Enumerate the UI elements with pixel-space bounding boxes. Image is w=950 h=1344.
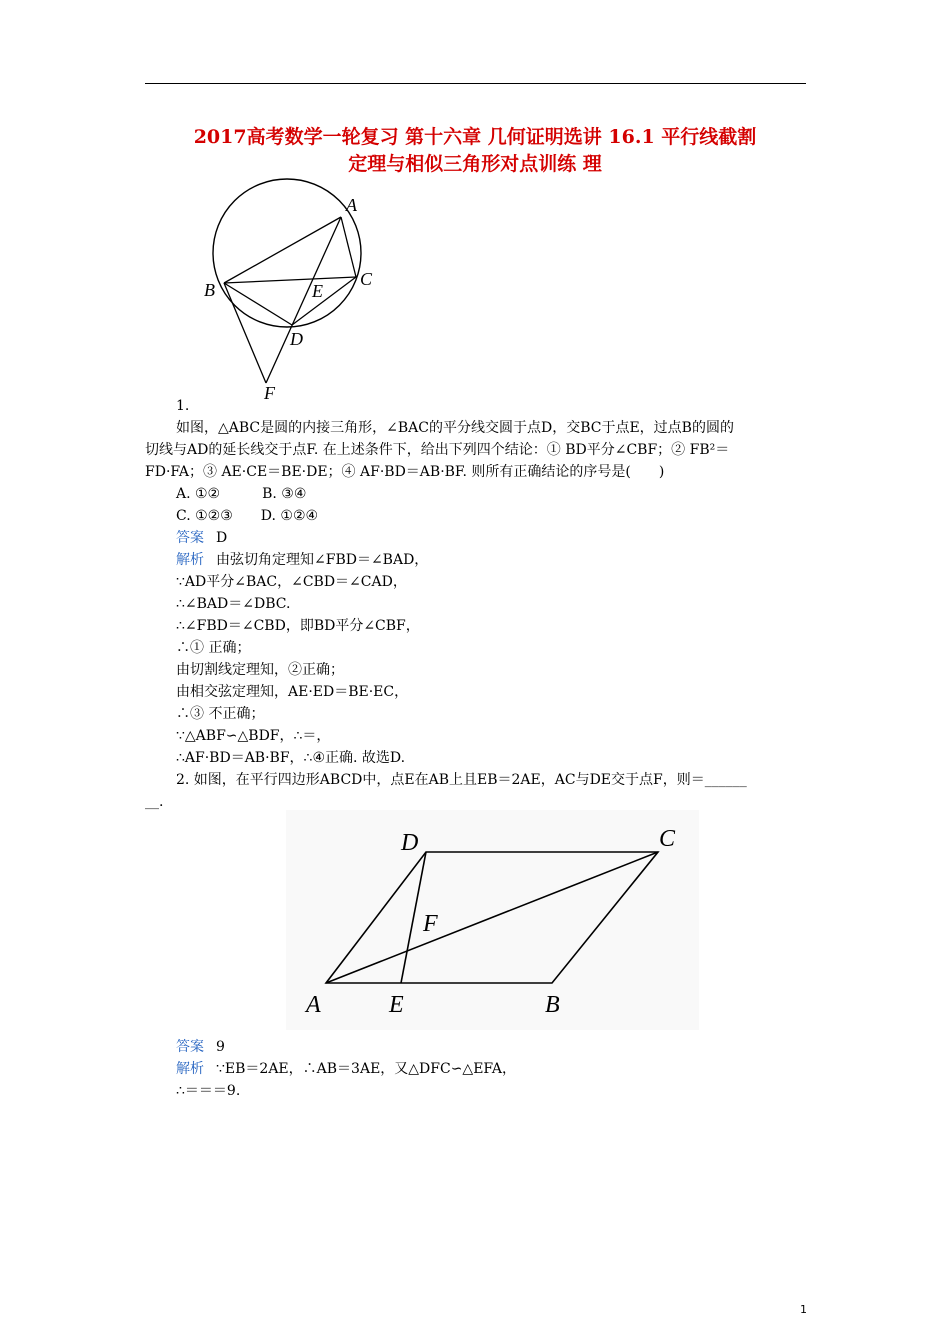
analysis-line: 由相交弦定理知，AE·ED＝BE·EC， — [176, 684, 409, 700]
analysis-label: 解析 — [176, 552, 204, 568]
label-B: B — [545, 992, 560, 1018]
problem1-answer — [176, 527, 227, 549]
analysis-label: 解析 — [176, 1061, 204, 1077]
answer-label: 答案 — [176, 1039, 204, 1055]
page-number: 1 — [800, 1303, 807, 1316]
segment-AC — [341, 217, 356, 277]
figure-circle-triangle — [196, 175, 388, 405]
problem1-text-line3: FD·FA；③ AE·CE＝BE·DE；④ AF·BD＝AB·BF. 则所有正确结论的序号是( ) — [145, 464, 665, 480]
label-D: D — [401, 830, 419, 856]
segment-BF — [224, 283, 266, 383]
problem2-text-line1: 2. 如图，在平行四边形ABCD中，点E在AB上且EB＝2AE，AC与DE交于点F，则＝______ — [176, 772, 747, 788]
problem1-options-line1: A. ①② B. ③④ — [176, 486, 307, 502]
analysis-line: ∵△ABF∽△BDF，∴＝， — [176, 728, 331, 744]
label-F: F — [264, 383, 275, 403]
label-A: A — [306, 992, 321, 1018]
answer-value: 9 — [216, 1039, 225, 1055]
problem2-answer — [176, 1036, 225, 1058]
answer-label: 答案 — [176, 530, 204, 546]
problem2-text-line2: __. — [145, 794, 164, 810]
circle — [213, 179, 361, 327]
analysis-line: ∴AF·BD＝AB·BF，∴④正确. 故选D. — [176, 750, 406, 766]
label-E: E — [312, 281, 323, 301]
segment-BC — [224, 277, 356, 283]
label-D: D — [290, 329, 303, 349]
analysis-line: 由切割线定理知，②正确； — [176, 662, 344, 678]
analysis-line: ∴＝＝＝9. — [176, 1083, 241, 1099]
doc-title-line2: 定理与相似三角形对点训练 理 — [348, 153, 602, 175]
problem1-text-line2: 切线与AD的延长线交于点F. 在上述条件下，给出下列四个结论：① BD平分∠CBF；② FB²＝ — [145, 442, 730, 458]
segment-AF — [266, 217, 341, 383]
analysis-line: ∴∠FBD＝∠CBD，即BD平分∠CBF， — [176, 618, 420, 634]
label-C: C — [659, 826, 676, 852]
answer-value: D — [216, 530, 228, 546]
problem1-text-line1: 如图，△ABC是圆的内接三角形，∠BAC的平分线交圆于点D，交BC于点E，过点B的圆的 — [176, 420, 734, 436]
label-B: B — [204, 280, 215, 300]
problem1-options-line2: C. ①②③ D. ①②④ — [176, 508, 319, 524]
problem1-number: 1. — [176, 398, 190, 414]
problem1-analysis-first — [176, 549, 428, 571]
segment-AB — [224, 217, 341, 283]
figure-parallelogram — [286, 810, 699, 1030]
label-C: C — [360, 269, 373, 289]
doc-title-line1: 2017高考数学一轮复习 第十六章 几何证明选讲 16.1 平行线截割 — [193, 126, 757, 148]
analysis-line: ∴③ 不正确； — [176, 706, 265, 722]
header-rule — [145, 83, 806, 84]
problem2-analysis-first — [176, 1058, 516, 1080]
analysis-line: ∵AD平分∠BAC，∠CBD＝∠CAD， — [176, 574, 407, 590]
label-E: E — [389, 992, 404, 1018]
analysis-line: ∴∠BAD＝∠DBC. — [176, 596, 291, 612]
analysis-line: ∴① 正确； — [176, 640, 251, 656]
label-F: F — [423, 911, 438, 937]
label-A: A — [346, 195, 357, 215]
analysis-line: ∵EB＝2AE，∴AB＝3AE，又△DFC∽△EFA， — [216, 1061, 517, 1077]
analysis-line: 由弦切角定理知∠FBD＝∠BAD， — [216, 552, 429, 568]
